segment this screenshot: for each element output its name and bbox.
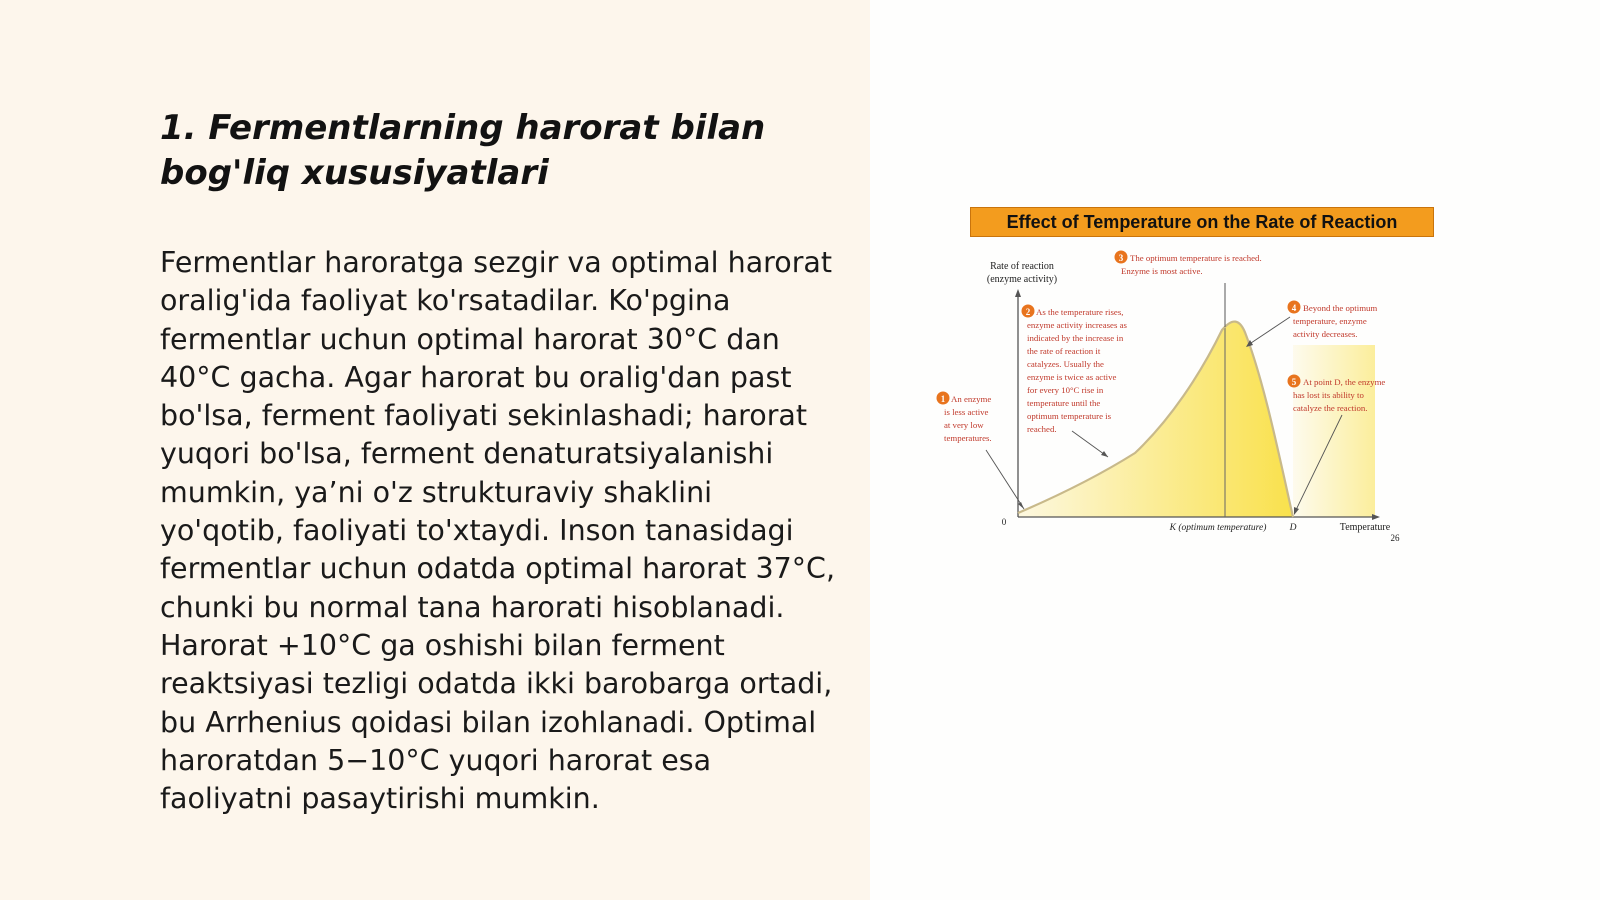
badge-5-number: 5 [1291,377,1297,387]
annotation-2-line: temperature until the [1027,398,1101,408]
annotation-2-line: the rate of reaction it [1027,346,1101,356]
annotation-2-line: enzyme is twice as active [1027,372,1117,382]
badge-3-number: 3 [1118,253,1124,263]
y-axis-label-line1: Rate of reaction [990,261,1054,272]
x-axis-label: Temperature [1339,522,1391,533]
temperature-effect-figure [940,205,1435,565]
slide-title: 1. Fermentlarning harorat bilan bog'liq xususiyatlari [160,108,766,193]
x-tick-d: D [1289,523,1297,533]
annotation-2-line: indicated by the increase in [1027,333,1124,343]
annotation-2-line: for every 10°C rise in [1027,385,1104,395]
annotation-1-line: at very low [944,420,984,430]
slide-body-text: Fermentlar haroratga sezgir va optimal harorat oralig'ida faoliyat ko'rsatadilar. Ko'pgina fermentlar uchun optimal harorat 30°C dan 40°C gacha. Agar harorat bu oralig'dan past bo'lsa, ferment faoliyati sekinlashadi; harorat yuqori bo'lsa, ferment denaturatsiyalanishi mumkin, ya’ni o'z strukturaviy shaklini yo'qotib, faoliyati to'xtaydi. Inson tanasidagi fermentlar uchun odatda optimal harorat 37°C, chunki bu normal tana harorati hisoblanadi. Harorat +10°C ga oshishi bilan ferment reaktsiyasi tezligi odatda ikki barobarga ortadi, bu Arrhenius qoidasi bilan izohlanadi. Optimal haroratdan 5−10°C yuqori harorat esa faoliyatni pasaytirishi mumkin. [160,246,836,816]
annotation-4-line: activity decreases. [1293,329,1358,339]
page-number: 26 [1390,533,1400,543]
y-axis-arrow [1015,289,1021,297]
badge-2-number: 2 [1025,307,1031,317]
annotation-5-line: catalyze the reaction. [1293,403,1368,413]
x-axis-arrow [1372,514,1380,520]
annotation-3-line: The optimum temperature is reached. [1130,253,1262,263]
annotation-1-line: An enzyme [951,394,992,404]
annotation-1-line: temperatures. [944,433,992,443]
chart-svg [940,205,1435,565]
y-axis-label-line2: (enzyme activity) [986,274,1058,285]
annotation-1-line: is less active [944,407,989,417]
x-tick-k: K (optimum temperature) [1169,523,1267,533]
annotation-2-line: enzyme activity increases as [1027,320,1127,330]
figure-title: Effect of Temperature on the Rate of Reaction [970,207,1434,237]
annotation-4-line: temperature, enzyme [1293,316,1367,326]
annotation-5-line: At point D, the enzyme [1303,377,1386,387]
annotation-2-line: reached. [1027,424,1057,434]
annotation-2-line: catalyzes. Usually the [1027,359,1104,369]
annotation-4-line: Beyond the optimum [1303,303,1378,313]
badge-4-number: 4 [1291,303,1297,313]
badge-1-number: 1 [940,394,946,404]
annotation-2-line: optimum temperature is [1027,411,1112,421]
annotation-5-line: has lost its ability to [1293,390,1364,400]
annotation-3-line: Enzyme is most active. [1121,266,1203,276]
annotation-3 [1118,253,1264,276]
annotation-1 [944,394,994,443]
annotation-2-line: As the temperature rises, [1036,307,1124,317]
origin-label: 0 [1001,517,1007,527]
